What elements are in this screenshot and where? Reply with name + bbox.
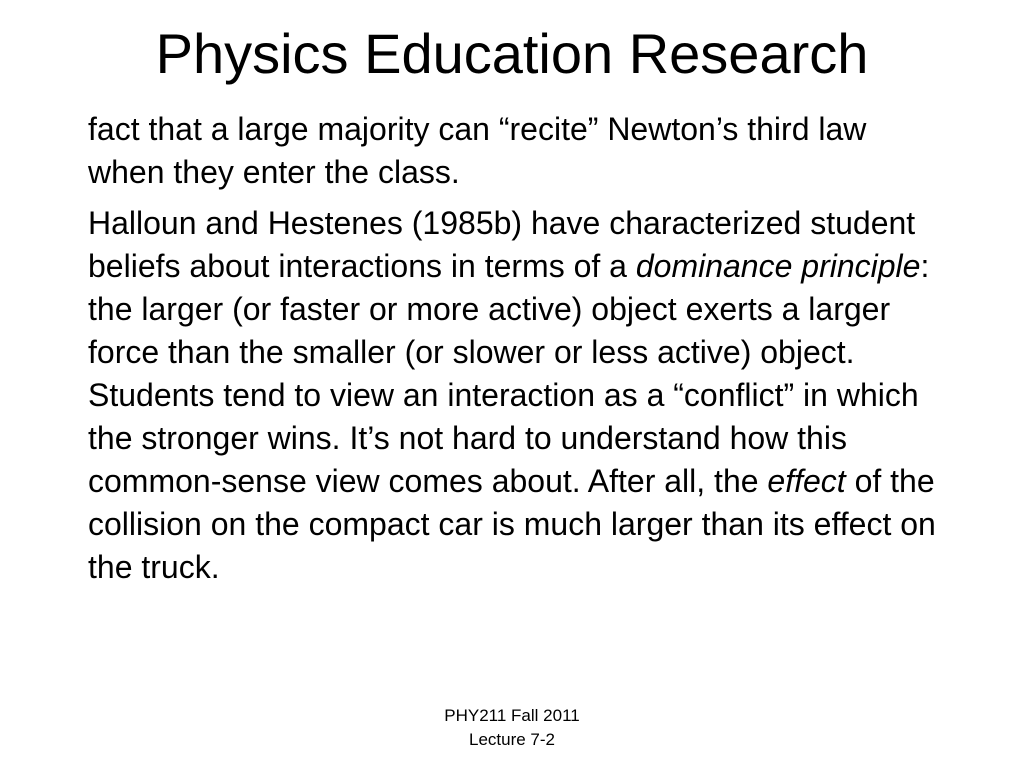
footer-course: PHY211 Fall 2011: [444, 706, 580, 725]
footer-lecture: Lecture 7-2: [469, 730, 555, 749]
slide-body: [88, 108, 948, 589]
paragraph-2-text-3: of the collision on the compact car is much larger than its effect on the truck.: [88, 463, 936, 585]
slide-footer: [362, 704, 662, 752]
slide-title: Physics Education Research: [155, 22, 869, 85]
paragraph-2: [88, 202, 948, 589]
paragraph-2-text-2: : the larger (or faster or more active) object exerts a larger force than the smaller (or slower or less active) object. Students tend to view an interaction as a “conflict” in which the stronger wins. It’s not hard to understand how this common-sense view comes about. After all, the: [88, 248, 930, 499]
paragraph-2-emphasis-1: dominance principle: [635, 248, 921, 284]
paragraph-2-emphasis-2: effect: [767, 463, 846, 499]
paragraph-2-text-1: Halloun and Hestenes (1985b) have characterized student beliefs about interactions in terms of a: [88, 205, 916, 284]
paragraph-1: fact that a large majority can “recite” Newton’s third law when they enter the class.: [88, 111, 867, 190]
